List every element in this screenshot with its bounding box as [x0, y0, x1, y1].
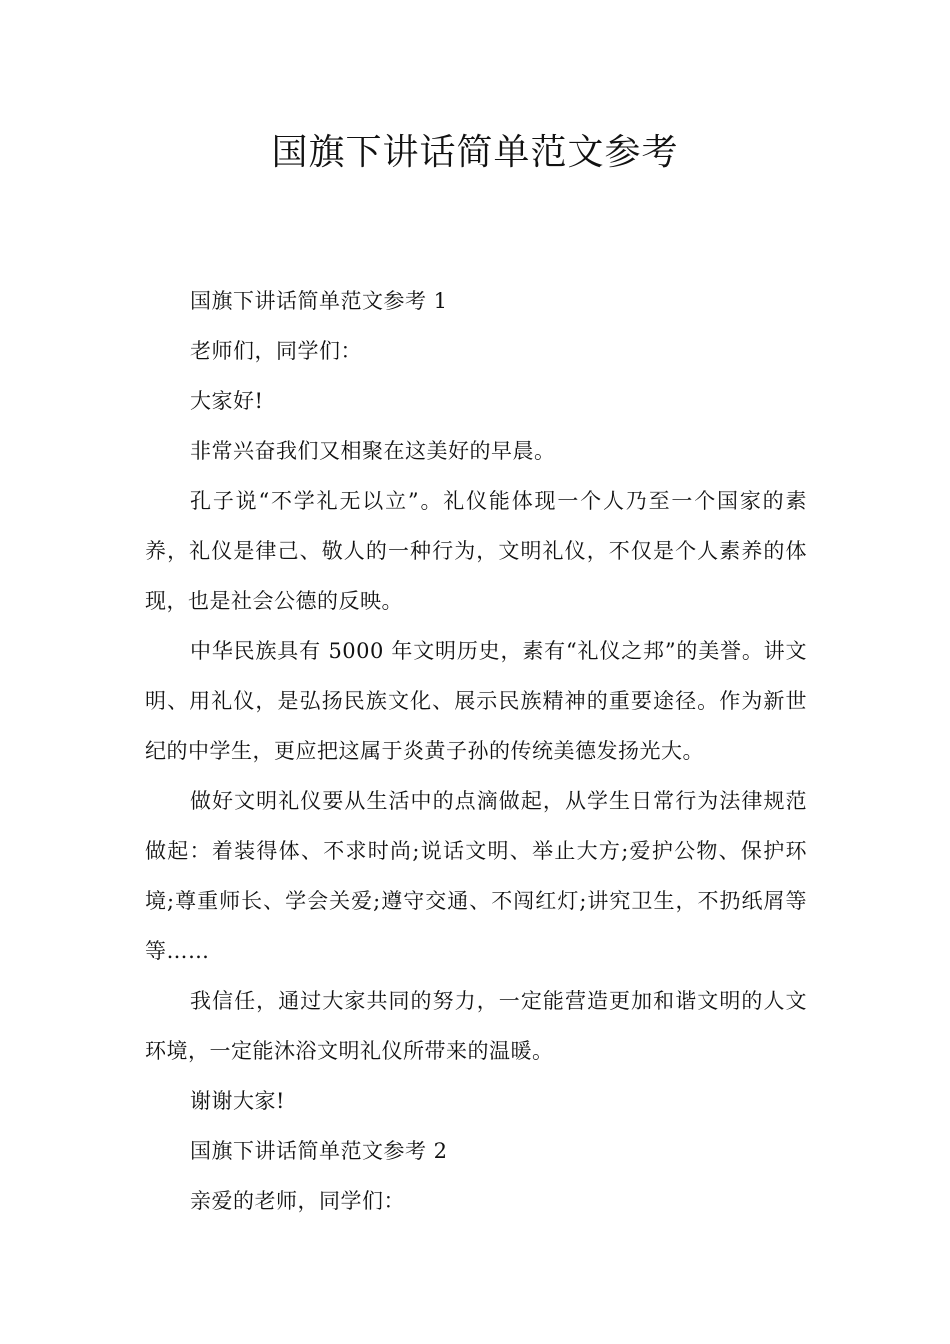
section-heading-1: 国旗下讲话简单范文参考 1 — [190, 289, 448, 313]
document-body — [145, 276, 807, 1226]
paragraph: 我信任，通过大家共同的努力，一定能营造更加和谐文明的人文环境，一定能沐浴文明礼仪所带来的温暖。 — [145, 989, 807, 1063]
salutation: 亲爱的老师，同学们： — [190, 1189, 405, 1213]
closing: 谢谢大家! — [190, 1089, 285, 1113]
paragraph: 中华民族具有 5000 年文明历史，素有“礼仪之邦”的美誉。讲文明、用礼仪，是弘扬民族文化、展示民族精神的重要途径。作为新世纪的中学生，更应把这属于炎黄子孙的传统美德发扬光大。 — [145, 639, 807, 763]
paragraph: 孔子说“不学礼无以立”。礼仪能体现一个人乃至一个国家的素养，礼仪是律己、敬人的一种行为，文明礼仪，不仅是个人素养的体现，也是社会公德的反映。 — [145, 489, 807, 613]
paragraph: 做好文明礼仪要从生活中的点滴做起，从学生日常行为法律规范做起：着装得体、不求时尚;说话文明、举止大方;爱护公物、保护环境;尊重师长、学会关爱;遵守交通、不闯红灯;讲究卫生，不扔纸屑等等…… — [145, 789, 807, 963]
salutation: 老师们，同学们： — [190, 339, 362, 363]
greeting: 大家好! — [190, 389, 264, 413]
section-heading-2: 国旗下讲话简单范文参考 2 — [190, 1139, 448, 1163]
paragraph: 非常兴奋我们又相聚在这美好的早晨。 — [190, 439, 556, 463]
document-title: 国旗下讲话简单范文参考 — [271, 132, 679, 173]
